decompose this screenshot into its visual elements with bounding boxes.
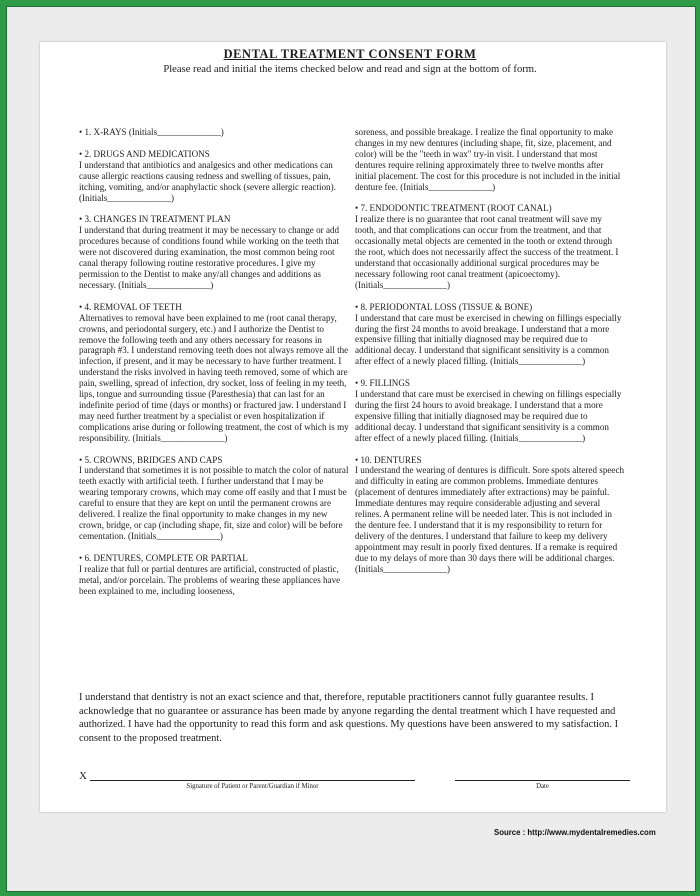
section-crowns	[79, 455, 349, 542]
right-column	[355, 127, 625, 586]
section-body: I understand that care must be exercised in chewing on fillings especially during the first 24 months to avoid breakage. I understand that a more expensive filling that initially diagnosed may be required due to additional decay. I understand that significant sensitivity is a common after effect of a newly placed filling. (Initials______________)	[355, 312, 622, 367]
section-title: • 1. X-RAYS (Initials______________)	[79, 127, 224, 137]
left-column	[79, 127, 349, 607]
section-dentures-continued	[355, 127, 625, 192]
section-title: • 3. CHANGES IN TREATMENT PLAN	[79, 214, 231, 225]
consent-statement: I understand that dentistry is not an exact science and that, therefore, reputable practitioners cannot fully guarantee results. I acknowledge that no guarantee or assurance has been made by anyone regarding the dental treatment which I have requested and authorized. I have had the opportunity to read this form and ask questions. My questions have been answered to my satisfaction. I consent to the proposed treatment.	[79, 692, 619, 745]
section-endodontic	[355, 203, 625, 290]
section-body: I realize that full or partial dentures are artificial, constructed of plastic, metal, and/or porcelain. The problems of wearing these appliances have been explained to me, including looseness,	[79, 563, 341, 596]
section-body: soreness, and possible breakage. I realize the final opportunity to make changes in my new dentures (including shape, fit, size, placement, and color) will be the "teeth in wax" try-in visit. I understand that most dentures require relining approximately three to twelve months after initial placement. The cost for this procedure is not included in the initial denture fee. (Initials______________)	[355, 127, 621, 192]
section-title: • 9. FILLINGS	[355, 378, 410, 389]
section-changes	[79, 214, 349, 290]
section-body: I understand that sometimes it is not possible to match the color of natural teeth exactly with artificial teeth. I further understand that I may be wearing temporary crowns, which may come off easily and that I must be careful to ensure that they are kept on until the permanent crowns are delivered. I realize the final opportunity to make changes in my new crown, bridge, or cap (including shape, fit, size and color) will be before cementation. (Initials______________)	[79, 465, 349, 541]
section-body: Alternatives to removal have been explained to me (root canal therapy, crowns, and periodontal surgery, etc.) and I authorize the Dentist to remove the following teeth and any others necessary for reasons in paragraph #3. I understand removing teeth does not always remove all the infection, if present, and it may be necessary to have further treatment. I understand the risks involved in having teeth removed, some of which are pain, swelling, spread of infection, dry socket, loss of feeling in my teeth, lips, tongue and surrounding tissue (Paresthesia) that can last for an indefinite period of time (days or months) or fractured jaw. I understand I may need further treatment by a specialist or even hospitalization if complications arise during or following treatment, the cost of which is my responsibility. (Initials______________)	[79, 312, 349, 443]
section-title: • 5. CROWNS, BRIDGES AND CAPS	[79, 454, 223, 465]
section-title: • 6. DENTURES, COMPLETE OR PARTIAL	[79, 552, 248, 563]
section-removal	[79, 302, 349, 444]
section-body: I realize there is no guarantee that root canal treatment will save my tooth, and that complications can occur from the treatment, and that occasionally metal objects are cemented in the tooth or extend through the root, which does not necessarily affect the success of the treatment. I understand that occasionally additional surgical procedures may be necessary following root canal treatment (apicoectomy). (Initials______________)	[355, 214, 619, 290]
section-title: • 7. ENDODONTIC TREATMENT (ROOT CANAL)	[355, 203, 552, 214]
section-periodontal	[355, 302, 625, 367]
date-caption: Date	[536, 783, 549, 790]
section-dentures-partial	[79, 553, 349, 597]
signature-x-mark: X	[79, 770, 87, 782]
section-title: • 10. DENTURES	[355, 454, 422, 465]
patient-signature-line	[90, 780, 415, 781]
patient-signature-caption: Signature of Patient or Parent/Guardian if Minor	[186, 783, 319, 790]
section-body: I understand that during treatment it may be necessary to change or add procedures because of conditions found while working on the teeth that were not discovered during examination, the most common being root canal therapy following routine restorative procedures. I give my permission to the Dentist to make any/all changes and additions as necessary. (Initials______________)	[79, 225, 340, 290]
section-body: I understand that care must be exercised in chewing on fillings especially during the first 24 hours to avoid breakage. I understand that a more expensive filling that initially diagnosed may be required due to additional decay. I understand that significant sensitivity is a common after effect of a newly placed filling. (Initials______________)	[355, 389, 622, 443]
date-line	[455, 780, 630, 781]
section-title: • 2. DRUGS AND MEDICATIONS	[79, 148, 210, 159]
section-xrays	[79, 127, 349, 138]
section-title: • 4. REMOVAL OF TEETH	[79, 301, 182, 312]
form-title: DENTAL TREATMENT CONSENT FORM	[223, 47, 477, 61]
form-instructions: Please read and initial the items checked below and read and sign at the bottom of form.	[163, 64, 537, 75]
section-title: • 8. PERIODONTAL LOSS (TISSUE & BONE)	[355, 301, 533, 312]
section-body: I understand the wearing of dentures is difficult. Sore spots altered speech and difficulty in eating are common problems. Immediate dentures (placement of dentures immediately after extractions) may be painful. Immediate dentures may require considerable adjusting and several relines. A permanent reline will be needed later. This is not included in the denture fee. I understand that it is my responsibility to return for delivery of the dentures. I understand that failure to keep my delivery appointment may result in poorly fixed dentures. If a remake is required due to my delays of more than 30 days there will be additional charges. (Initials______________)	[355, 465, 625, 574]
section-dentures	[355, 455, 625, 575]
section-body: I understand that antibiotics and analgesics and other medications can cause allergic reactions causing redness and swelling of tissues, pain, itching, vomiting, and/or anaphylactic shock (severe allergic reaction). (Initials______________)	[79, 159, 336, 203]
section-drugs	[79, 149, 349, 204]
source-credit: Source : http://www.mydentalremedies.com	[494, 828, 656, 837]
section-fillings	[355, 378, 625, 443]
